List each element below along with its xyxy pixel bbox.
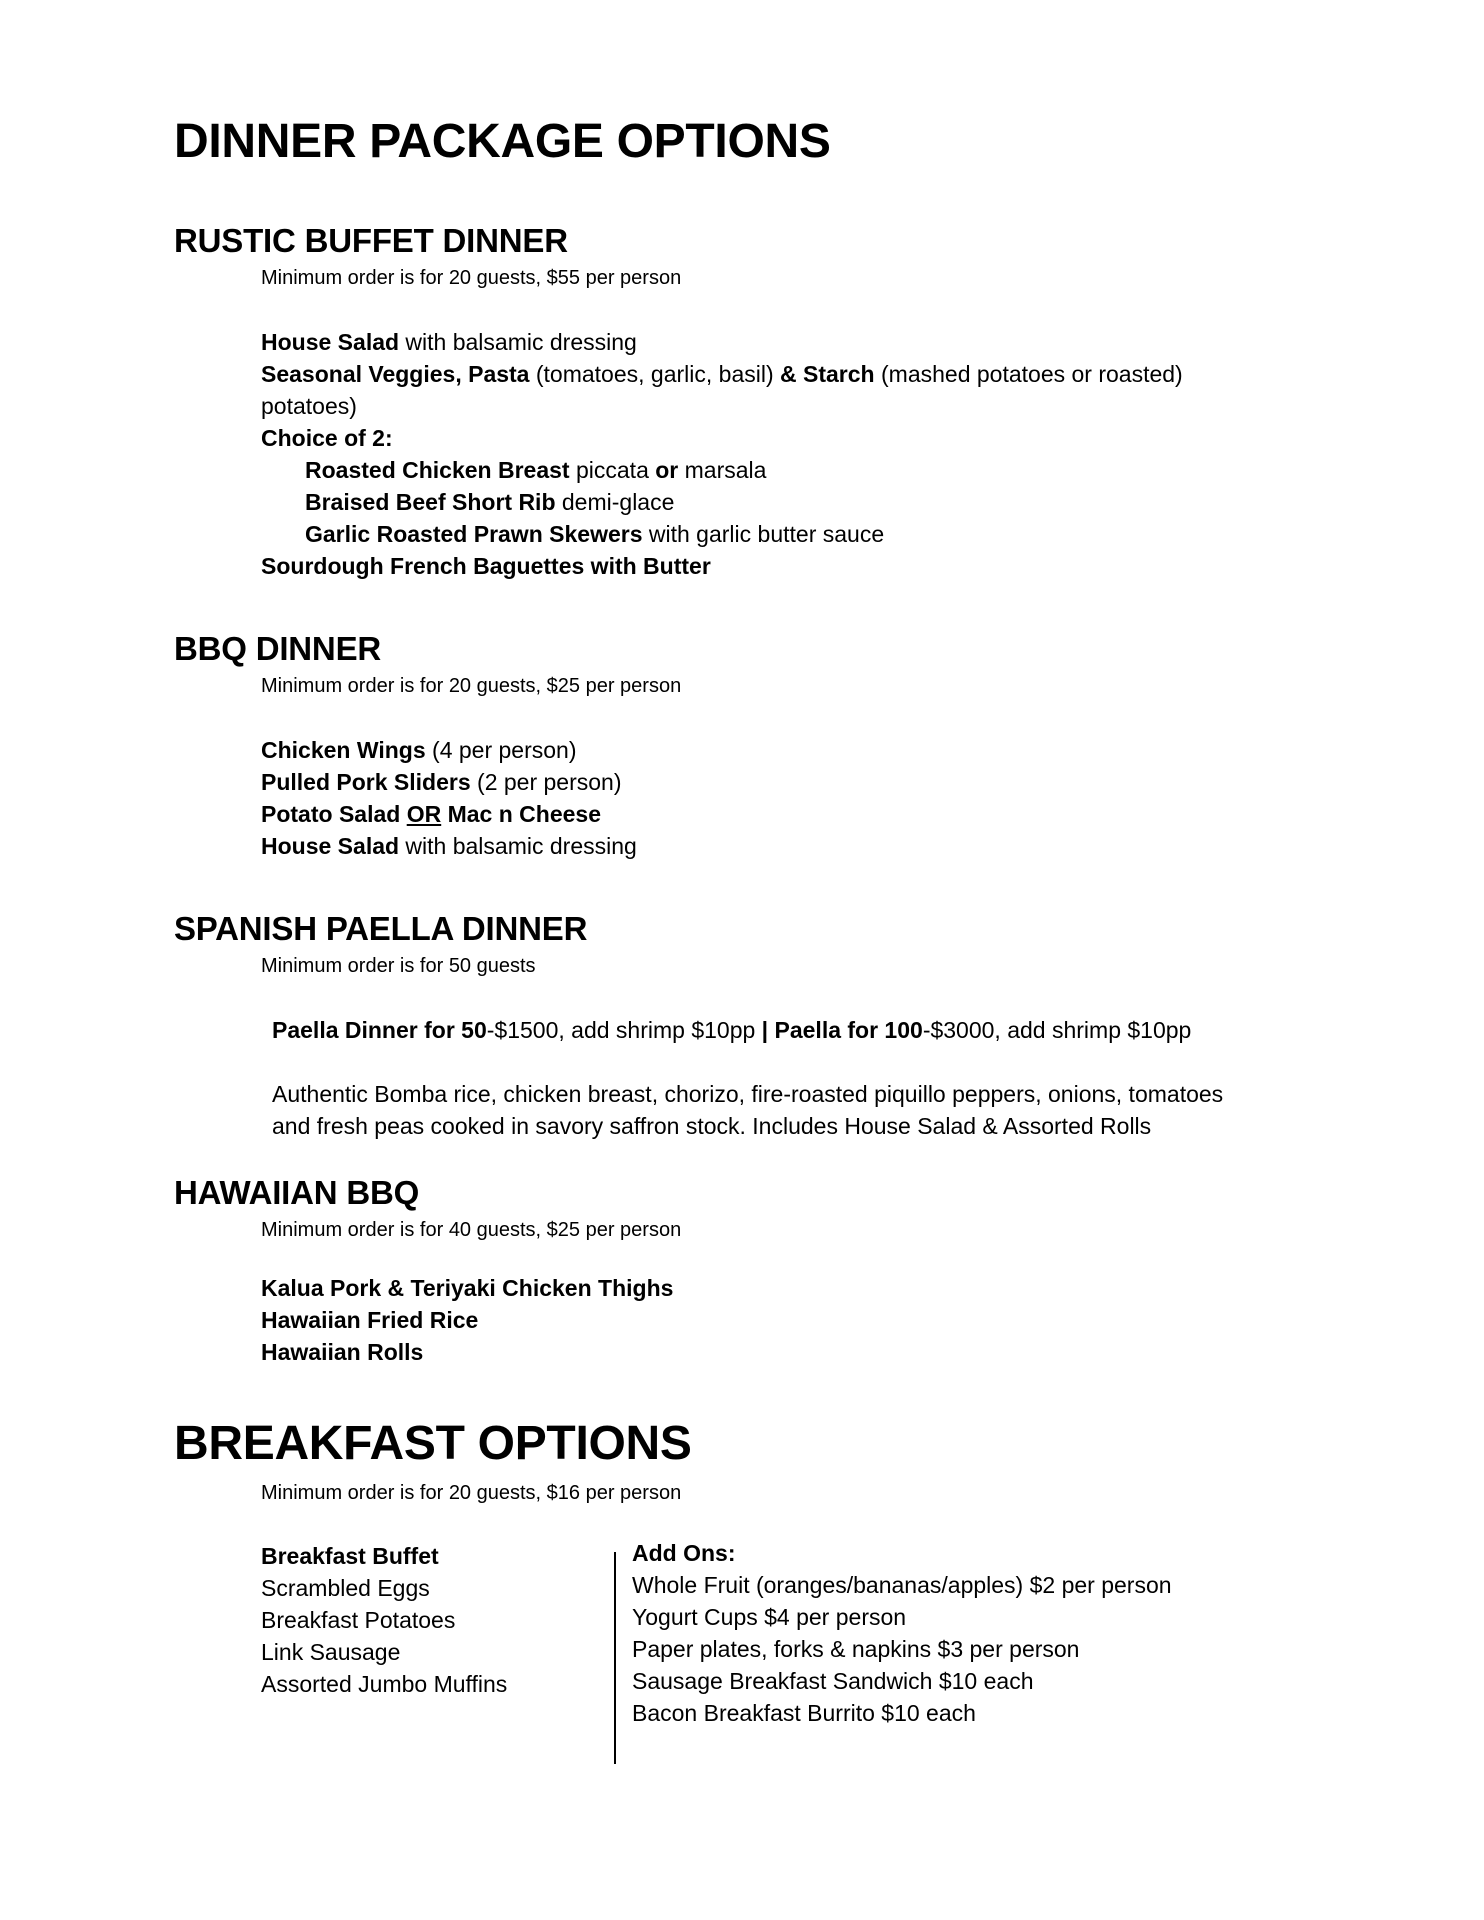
bbq-salad-line: House Salad with balsamic dressing — [261, 833, 637, 859]
paella-description-1: Authentic Bomba rice, chicken breast, chorizo, fire-roasted piquillo peppers, onions, tomatoes — [272, 1081, 1224, 1107]
bbq-potato-line: Potato Salad OR Mac n Cheese — [261, 801, 601, 827]
breakfast-buffet-item: Assorted Jumbo Muffins — [261, 1671, 508, 1697]
breakfast-options-title: BREAKFAST OPTIONS — [174, 1417, 692, 1470]
column-divider — [614, 1552, 616, 1764]
rustic-buffet-title: RUSTIC BUFFET DINNER — [174, 222, 568, 259]
breakfast-buffet-item: Breakfast Potatoes — [261, 1607, 456, 1633]
bbq-sliders-line: Pulled Pork Sliders (2 per person) — [261, 769, 622, 795]
breakfast-buffet-item: Link Sausage — [261, 1639, 401, 1665]
hawaiian-item-1: Kalua Pork & Teriyaki Chicken Thighs — [261, 1275, 674, 1301]
addon-item: Whole Fruit (oranges/bananas/apples) $2 per person — [632, 1572, 1172, 1598]
breakfast-buffet-title: Breakfast Buffet — [261, 1543, 439, 1569]
rustic-veggies-line: Seasonal Veggies, Pasta (tomatoes, garlic, basil) & Starch (mashed potatoes or roasted) — [261, 361, 1183, 387]
addon-item: Sausage Breakfast Sandwich $10 each — [632, 1668, 1034, 1694]
addons-title: Add Ons: — [632, 1540, 736, 1566]
paella-description-2: and fresh peas cooked in savory saffron stock. Includes House Salad & Assorted Rolls — [272, 1113, 1152, 1139]
rustic-minimum: Minimum order is for 20 guests, $55 per person — [261, 267, 682, 289]
rustic-choice-label: Choice of 2: — [261, 425, 393, 451]
rustic-veggies-cont: potatoes) — [261, 393, 357, 419]
dinner-package-title: DINNER PACKAGE OPTIONS — [174, 115, 831, 168]
rustic-chicken-line: Roasted Chicken Breast piccata or marsala — [305, 457, 767, 483]
hawaiian-bbq-title: HAWAIIAN BBQ — [174, 1174, 420, 1211]
paella-pricing-line: Paella Dinner for 50-$1500, add shrimp $10pp | Paella for 100-$3000, add shrimp $10pp — [272, 1017, 1192, 1043]
rustic-prawn-line: Garlic Roasted Prawn Skewers with garlic butter sauce — [305, 521, 885, 547]
addon-item: Yogurt Cups $4 per person — [632, 1604, 907, 1630]
addon-item: Paper plates, forks & napkins $3 per person — [632, 1636, 1080, 1662]
hawaiian-item-3: Hawaiian Rolls — [261, 1339, 424, 1365]
breakfast-minimum: Minimum order is for 20 guests, $16 per person — [261, 1482, 682, 1504]
rustic-bread-line: Sourdough French Baguettes with Butter — [261, 553, 711, 579]
bbq-minimum: Minimum order is for 20 guests, $25 per person — [261, 675, 682, 697]
rustic-beef-line: Braised Beef Short Rib demi-glace — [305, 489, 675, 515]
hawaiian-minimum: Minimum order is for 40 guests, $25 per person — [261, 1219, 682, 1241]
bbq-wings-line: Chicken Wings (4 per person) — [261, 737, 577, 763]
paella-minimum: Minimum order is for 50 guests — [261, 955, 536, 977]
addon-item: Bacon Breakfast Burrito $10 each — [632, 1700, 976, 1726]
breakfast-buffet-item: Scrambled Eggs — [261, 1575, 430, 1601]
hawaiian-item-2: Hawaiian Fried Rice — [261, 1307, 479, 1333]
rustic-salad-line: House Salad with balsamic dressing — [261, 329, 637, 355]
paella-dinner-title: SPANISH PAELLA DINNER — [174, 910, 588, 947]
bbq-dinner-title: BBQ DINNER — [174, 630, 382, 667]
